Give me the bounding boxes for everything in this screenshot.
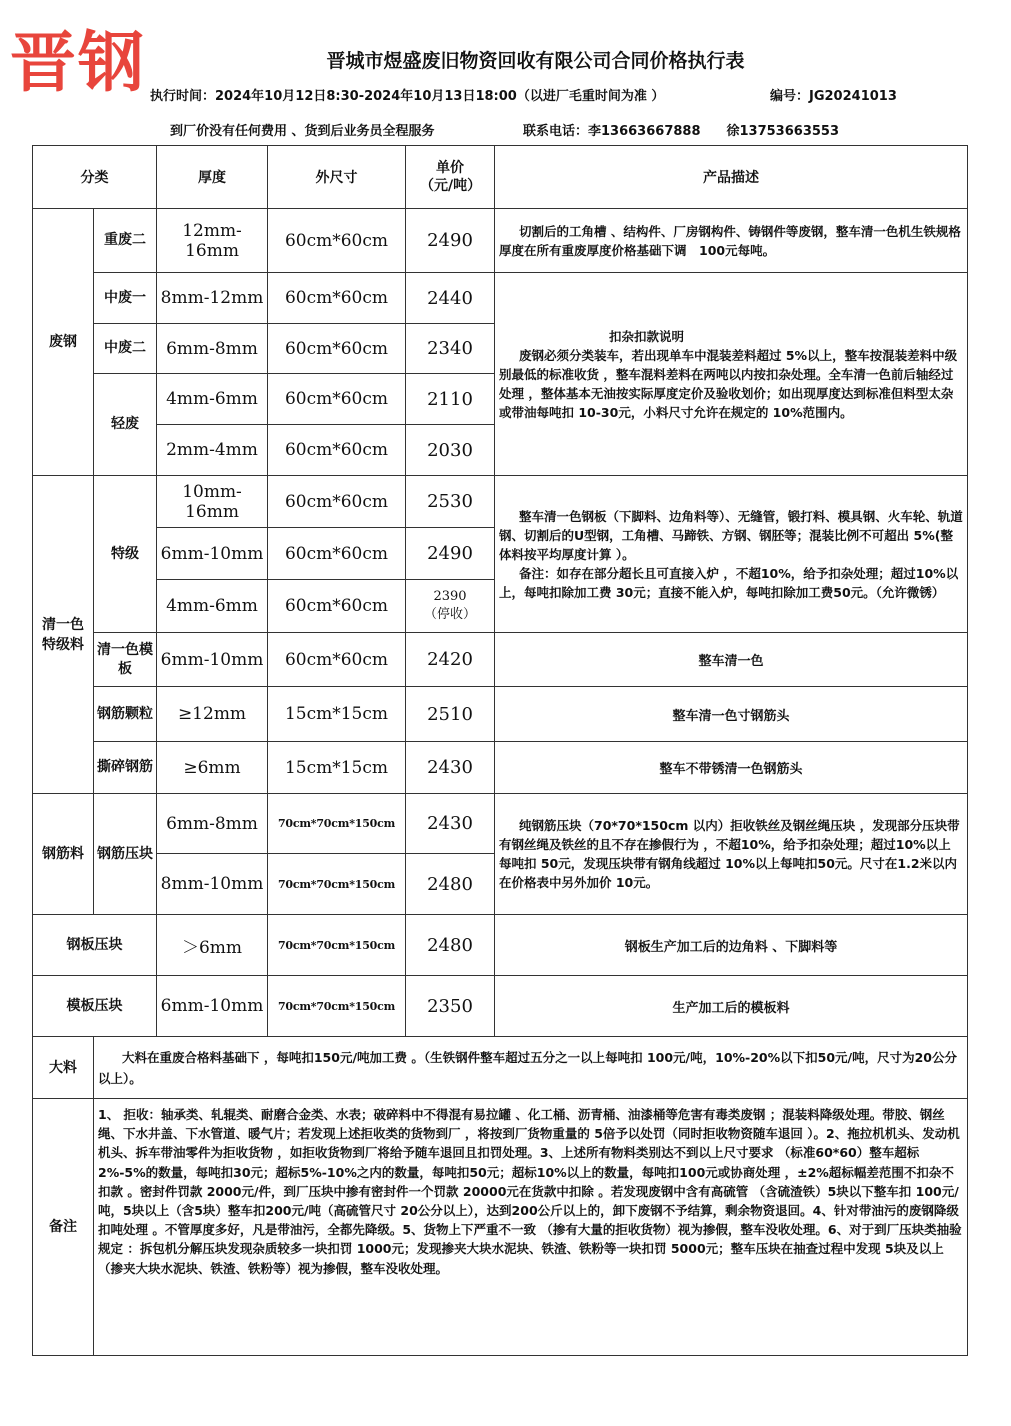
- thickness-cell: 6mm-10mm: [157, 633, 268, 687]
- service-note: 到厂价没有任何费用 、货到后业务员全程服务: [170, 124, 435, 139]
- table-row: [33, 915, 968, 976]
- size-cell: 15cm*15cm: [268, 742, 406, 794]
- thickness-cell: ≥6mm: [157, 742, 268, 794]
- description-cell: 生产加工后的模板料: [495, 976, 968, 1037]
- sub-category: 特级: [94, 476, 157, 633]
- price-cell: 2480: [406, 854, 495, 915]
- thickness-cell: 12mm-16mm: [157, 209, 268, 273]
- size-cell: 60cm*60cm: [268, 273, 406, 324]
- thickness-cell: 2mm-4mm: [157, 425, 268, 476]
- col-header-category: 分类: [33, 146, 157, 209]
- price-cell: 2510: [406, 687, 495, 742]
- table-row: [33, 976, 968, 1037]
- price-cell: 2110: [406, 374, 495, 425]
- size-cell: 60cm*60cm: [268, 209, 406, 273]
- size-cell: 60cm*60cm: [268, 374, 406, 425]
- thickness-cell: 10mm-16mm: [157, 476, 268, 528]
- col-header-size: 外尺寸: [268, 146, 406, 209]
- sub-category: 钢筋颗粒: [94, 687, 157, 742]
- price-cell: 2530: [406, 476, 495, 528]
- price-status: （停收）: [423, 607, 476, 622]
- table-row: [33, 476, 968, 528]
- deduction-description: 扣杂扣款说明 废钢必须分类装车，若出现单车中混装差料超过 5%以上，整车按混装差料中级别最低的标准收货 ，整车混料差料在两吨以内按扣杂处理。全车清一色前后轴经过处理 ，整体基本无油按实际厚度定价及验收划价；如出现厚度达到标准但料型太杂或带油每吨扣 10-30元，小料尺寸允许在规定的 10%范围内。: [495, 273, 968, 476]
- table-header: [33, 146, 968, 209]
- price-cell: 2430: [406, 794, 495, 854]
- price-cell: 2490: [406, 528, 495, 580]
- thickness-cell: 8mm-12mm: [157, 273, 268, 324]
- price-cell: 2490: [406, 209, 495, 273]
- group-big-material: 大料: [33, 1037, 94, 1099]
- description-cell: 钢板生产加工后的边角料 、下脚料等: [495, 915, 968, 976]
- sub-category: 中废二: [94, 324, 157, 374]
- contact-phones: 联系电话：李13663667888 徐13753663553: [523, 124, 839, 139]
- logo-text: 晋钢: [10, 24, 146, 101]
- thickness-cell: 4mm-6mm: [157, 374, 268, 425]
- col-header-thickness: 厚度: [157, 146, 268, 209]
- description-cell: 整车不带锈清一色钢筋头: [495, 742, 968, 794]
- price-cell: 2030: [406, 425, 495, 476]
- big-material-description: 大料在重废合格料基础下 ，每吨扣150元/吨加工费 。（生铁钢件整车超过五分之一以上每吨扣 100元/吨，10%-20%以下扣50元/吨，尺寸为20公分以上）。: [94, 1037, 968, 1099]
- group-remarks: 备注: [33, 1099, 94, 1356]
- deduction-title: 扣杂扣款说明: [609, 328, 685, 344]
- description-cell: 整车清一色: [495, 633, 968, 687]
- special-description: 整车清一色钢板（下脚料、边角料等）、无缝管，锻打料、模具钢、火车轮、轨道钢、切割后的U型钢，工角槽、马蹄铁、方钢、钢胚等；混装比例不可超出 5%(整体料按平均厚度计算 ）。 备注：如存在部分超长且可直接入炉 ，不超10%，给予扣杂处理；超过10%以上，每吨扣除加工费 30元；直接不能入炉，每吨扣除加工费50元。（允许微锈）: [495, 476, 968, 633]
- thickness-cell: 6mm-8mm: [157, 324, 268, 374]
- size-cell: 60cm*60cm: [268, 476, 406, 528]
- sub-category: 撕碎钢筋: [94, 742, 157, 794]
- special-note: 备注：如存在部分超长且可直接入炉 ，不超10%，给予扣杂处理；超过10%以上，每吨扣除加工费 30元；直接不能入炉，每吨扣除加工费50元。（允许微锈）: [499, 565, 959, 600]
- thickness-cell: 6mm-10mm: [157, 976, 268, 1037]
- table-row: [33, 273, 968, 324]
- thickness-cell: ＞6mm: [157, 915, 268, 976]
- price-cell: 2390 （停收）: [406, 580, 495, 633]
- price-cell: 2350: [406, 976, 495, 1037]
- description-cell: 整车清一色寸钢筋头: [495, 687, 968, 742]
- size-cell: 60cm*60cm: [268, 633, 406, 687]
- col-header-description: 产品描述: [495, 146, 968, 209]
- size-cell: 70cm*70cm*150cm: [268, 976, 406, 1037]
- size-cell: 15cm*15cm: [268, 687, 406, 742]
- table-row: [33, 209, 968, 273]
- page-title: 晋城市煜盛废旧物资回收有限公司合同价格执行表: [326, 50, 745, 72]
- size-cell: 60cm*60cm: [268, 528, 406, 580]
- size-cell: 60cm*60cm: [268, 324, 406, 374]
- rebar-block-description: 纯钢筋压块（70*70*150cm 以内）拒收铁丝及钢丝绳压块 ，发现部分压块带有钢丝绳及铁丝的且不存在掺假行为 ，不超10%，给予扣杂处理；超过10%以上每吨扣 50元，发现压块带有钢角线超过 10%以上每吨扣50元。尺寸在1.2米以内在价格表中另外加价 10元。: [495, 794, 968, 915]
- group-rebar: 钢筋料: [33, 794, 94, 915]
- group-plate-block: 钢板压块: [33, 915, 157, 976]
- price-cell: 2430: [406, 742, 495, 794]
- group-template-block: 模板压块: [33, 976, 157, 1037]
- thickness-cell: 6mm-10mm: [157, 528, 268, 580]
- table-row: [33, 742, 968, 794]
- size-cell: 70cm*70cm*150cm: [268, 794, 406, 854]
- thickness-cell: ≥12mm: [157, 687, 268, 742]
- description-cell: 切割后的工角槽 、结构件、厂房钢构件、铸钢件等废钢，整车清一色机生铁规格厚度在所有重废厚度价格基础下调 100元每吨。: [495, 209, 968, 273]
- size-cell: 60cm*60cm: [268, 425, 406, 476]
- remarks-text: 1、 拒收：轴承类、轧辊类、耐磨合金类、水表；破碎料中不得混有易拉罐 、化工桶、沥青桶、油漆桶等危害有毒类废钢 ；混装料降级处理。带胶、钢丝绳、下水井盖、下水管道、暖气片；若发现上述拒收类的货物到厂 ，将按到厂货物重量的 5倍予以处罚（同时拒收物资随车退回 ）。2、拖拉机机头、发动机机头、拆车带油零件为拒收货物 ，如拒收货物到厂将给予随车退回且扣罚处理。3、上述所有物料类别达不到以上尺寸要求 （标准60*60）整车超标 2%-5%的数量，每吨扣30元；超标5%-10%之内的数量，每吨扣50元；超标10%以上的数量，每吨扣100元或协商处理 ，±2%超标幅差范围不扣杂不扣款 。密封件罚款 2000元/件，到厂压块中掺有密封件一个罚款 20000元在货款中扣除 。若发现废钢中含有高硫管 （含硫渣铁）5块以下整车扣 100元/吨，5块以上（含5块）整车扣200元/吨（高硫管尺寸 20公分以上），达到200公斤以上的，卸下废钢不予结算，剩余物资退回。4、针对带油污的废钢降级扣吨处理 。不管厚度多好，凡是带油污，全都先降级。5、货物上下严重不一致 （掺有大量的拒收货物）视为掺假，整车没收处理。6、对于到厂压块类抽验规定 ：拆包机分解压块发现杂质较多一块扣罚 1000元；发现掺夹大块水泥块、铁渣、铁粉等一块扣罚 5000元；整车压块在抽查过程中发现 5块及以上（掺夹大块水泥块、铁渣、铁粉等）视为掺假，整车没收处理。: [94, 1099, 968, 1356]
- group-waste-steel: 废钢: [33, 209, 94, 476]
- sub-category: 重废二: [94, 209, 157, 273]
- sub-category: 轻废: [94, 374, 157, 476]
- price-cell: 2340: [406, 324, 495, 374]
- size-cell: 70cm*70cm*150cm: [268, 915, 406, 976]
- sub-category: 清一色模板: [94, 633, 157, 687]
- size-cell: 60cm*60cm: [268, 580, 406, 633]
- sub-category: 中废一: [94, 273, 157, 324]
- execution-time: 执行时间：2024年10月12日8:30-2024年10月13日18:00（以进厂毛重时间为准 ）: [150, 89, 665, 104]
- price-cell: 2440: [406, 273, 495, 324]
- col-header-price: 单价（元/吨）: [406, 146, 495, 209]
- price-cell: 2480: [406, 915, 495, 976]
- size-cell: 70cm*70cm*150cm: [268, 854, 406, 915]
- group-clean-special: 清一色特级料: [33, 476, 94, 794]
- table-row: [33, 1037, 968, 1099]
- serial-number: 编号：JG20241013: [770, 89, 897, 104]
- thickness-cell: 4mm-6mm: [157, 580, 268, 633]
- thickness-cell: 8mm-10mm: [157, 854, 268, 915]
- table-row: [33, 633, 968, 687]
- price-cell: 2420: [406, 633, 495, 687]
- thickness-cell: 6mm-8mm: [157, 794, 268, 854]
- table-row: [33, 1099, 968, 1356]
- table-row: [33, 794, 968, 854]
- price-table: [32, 145, 968, 1356]
- table-row: [33, 687, 968, 742]
- sub-category: 钢筋压块: [94, 794, 157, 915]
